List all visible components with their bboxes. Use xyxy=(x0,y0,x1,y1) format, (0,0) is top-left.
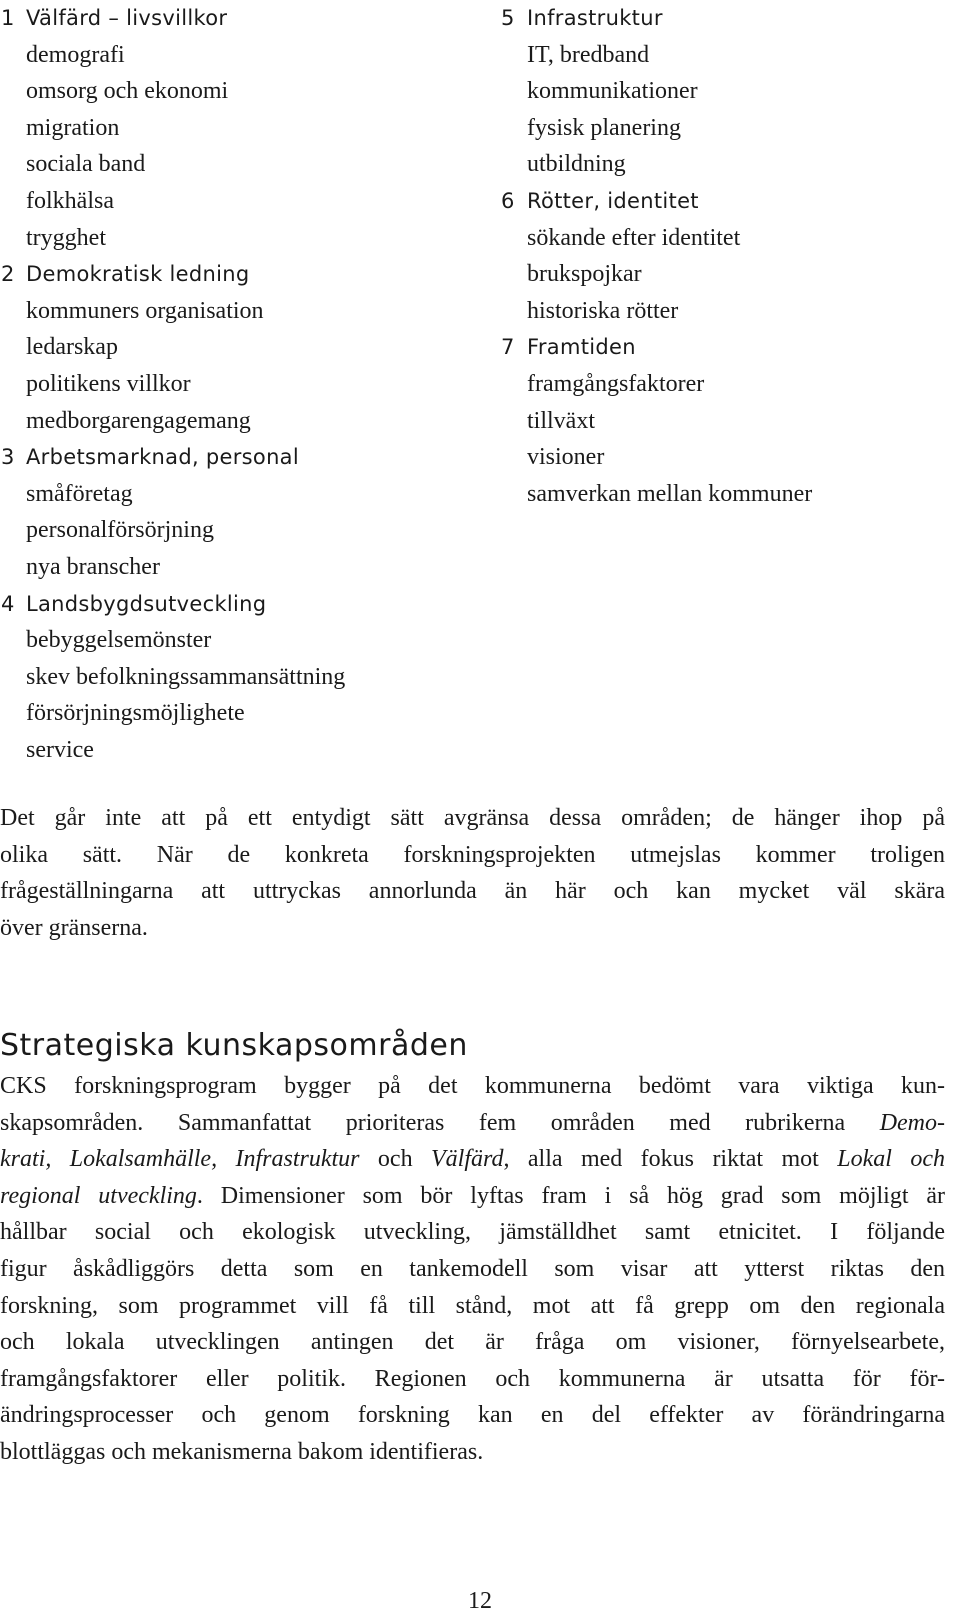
topic-subitem: service xyxy=(26,736,94,763)
topic-heading xyxy=(0,439,470,476)
topic-groups-right xyxy=(500,0,940,512)
topic-title: Arbetsmarknad, personal xyxy=(26,445,299,470)
paragraph-line: Det går inte att på ett entydigt sätt avgränsa dessa områden; de hänger ihop på xyxy=(0,805,945,831)
topic-title: Demokratisk ledning xyxy=(26,262,250,287)
topic-subitem: ledarskap xyxy=(26,334,118,361)
topic-subitem: personalförsörjning xyxy=(26,517,214,544)
topic-title: Välfärd – livsvillkor xyxy=(26,6,228,30)
topic-number: 6 xyxy=(501,188,515,213)
paragraph-line: forskning, som programmet vill få till stånd, mot att få grepp om den regionala xyxy=(0,1292,945,1319)
text-run: , alla med fokus riktat mot xyxy=(503,1146,838,1173)
topic-subitem: IT, bredband xyxy=(527,41,650,68)
topic-subitem: skev befolkningssammansättning xyxy=(26,663,346,690)
italic-term: Lokal och xyxy=(837,1146,946,1173)
topic-subitem: demografi xyxy=(26,41,125,68)
paragraph-line: över gränserna. xyxy=(0,914,148,941)
paragraph-line: och lokala utvecklingen antingen det är fråga om visioner, förnyelsearbete, xyxy=(0,1329,945,1356)
topic-subitem: framgångsfaktorer xyxy=(527,370,705,397)
topic-title: Rötter, identitet xyxy=(527,188,699,213)
topic-heading xyxy=(500,329,940,366)
topic-subitem: bebyggelsemönster xyxy=(26,627,212,654)
page-number: 12 xyxy=(468,1588,492,1614)
italic-term: Demo- xyxy=(879,1109,945,1136)
italic-term: krati, Lokalsamhälle, Infrastruktur xyxy=(0,1146,360,1173)
topic-subitem: folkhälsa xyxy=(26,187,114,214)
paragraph-line: CKS forskningsprogram bygger på det kommunerna bedömt vara viktiga kun- xyxy=(0,1073,945,1099)
topic-subitem: omsorg och ekonomi xyxy=(26,78,229,105)
topic-subitem: visioner xyxy=(527,444,605,471)
topic-title: Framtiden xyxy=(527,335,636,360)
paragraph-line: figur åskådliggörs detta som en tankemodell som visar att ytterst riktas den xyxy=(0,1255,945,1282)
paragraph-line xyxy=(0,1141,945,1178)
topic-heading xyxy=(0,256,470,293)
topic-groups-left xyxy=(0,0,470,768)
topic-number: 5 xyxy=(501,6,515,30)
topic-list-right xyxy=(500,0,940,512)
italic-term: regional utveckling xyxy=(0,1182,197,1209)
topic-subitem: småföretag xyxy=(26,480,133,507)
paragraph-line: frågeställningarna att uttryckas annorlunda än här och kan mycket väl skära xyxy=(0,878,945,905)
topic-heading xyxy=(500,183,940,220)
topic-subitem: brukspojkar xyxy=(527,261,642,288)
topic-subitem: sociala band xyxy=(26,151,146,178)
italic-term: Välfärd xyxy=(431,1146,504,1173)
topic-title: Infrastruktur xyxy=(527,6,663,30)
topic-subitem: migration xyxy=(26,114,120,141)
topic-subitem: tillväxt xyxy=(527,407,595,434)
topic-subitem: samverkan mellan kommuner xyxy=(527,480,813,507)
topic-number: 1 xyxy=(1,6,15,30)
paragraph-line xyxy=(0,1178,945,1215)
topic-heading xyxy=(500,0,940,37)
topic-heading xyxy=(0,0,470,37)
paragraph-line: framgångsfaktorer eller politik. Regionen och kommunerna är utsatta för för- xyxy=(0,1365,945,1392)
topic-number: 7 xyxy=(501,335,515,360)
topic-number: 2 xyxy=(1,262,15,287)
topic-subitem: kommuners organisation xyxy=(26,297,264,324)
topic-subitem: historiska rötter xyxy=(527,297,679,324)
text-run: skapsområden. Sammanfattat prioriteras fem områden med rubrikerna xyxy=(0,1109,880,1136)
topic-subitem: kommunikationer xyxy=(527,78,698,105)
paragraph-line: ändringsprocesser och genom forskning kan en del effekter av förändringarna xyxy=(0,1402,945,1429)
topic-subitem: försörjningsmöjlighete xyxy=(26,700,245,727)
topic-subitem: utbildning xyxy=(527,151,626,178)
topic-subitem: sökande efter identitet xyxy=(527,224,741,251)
topic-title: Landsbygdsutveckling xyxy=(26,591,267,616)
topic-list-left xyxy=(0,0,470,768)
topic-heading xyxy=(0,586,470,623)
intro-paragraph xyxy=(0,800,945,946)
paragraph-line: blottläggas och mekanismerna bakom identifieras. xyxy=(0,1438,484,1465)
section-heading: Strategiska kunskapsområden xyxy=(0,1028,468,1063)
body-paragraph xyxy=(0,1068,945,1471)
paragraph-line: hållbar social och ekologisk utveckling, jämställdhet samt etnicitet. I följande xyxy=(0,1219,945,1246)
paragraph-line: olika sätt. När de konkreta forskningsprojekten utmejslas kommer troligen xyxy=(0,841,945,868)
paragraph-line xyxy=(0,1105,945,1142)
topic-subitem: trygghet xyxy=(26,224,106,251)
topic-number: 3 xyxy=(1,445,15,470)
topic-number: 4 xyxy=(1,591,15,616)
topic-subitem: politikens villkor xyxy=(26,370,191,397)
topic-subitem: fysisk planering xyxy=(527,114,681,141)
topic-subitem: medborgarengagemang xyxy=(26,407,251,434)
topic-subitem: nya branscher xyxy=(26,553,160,580)
text-run: . Dimensioner som bör lyftas fram i så hög grad som möjligt är xyxy=(196,1182,945,1209)
text-run: och xyxy=(359,1146,432,1173)
